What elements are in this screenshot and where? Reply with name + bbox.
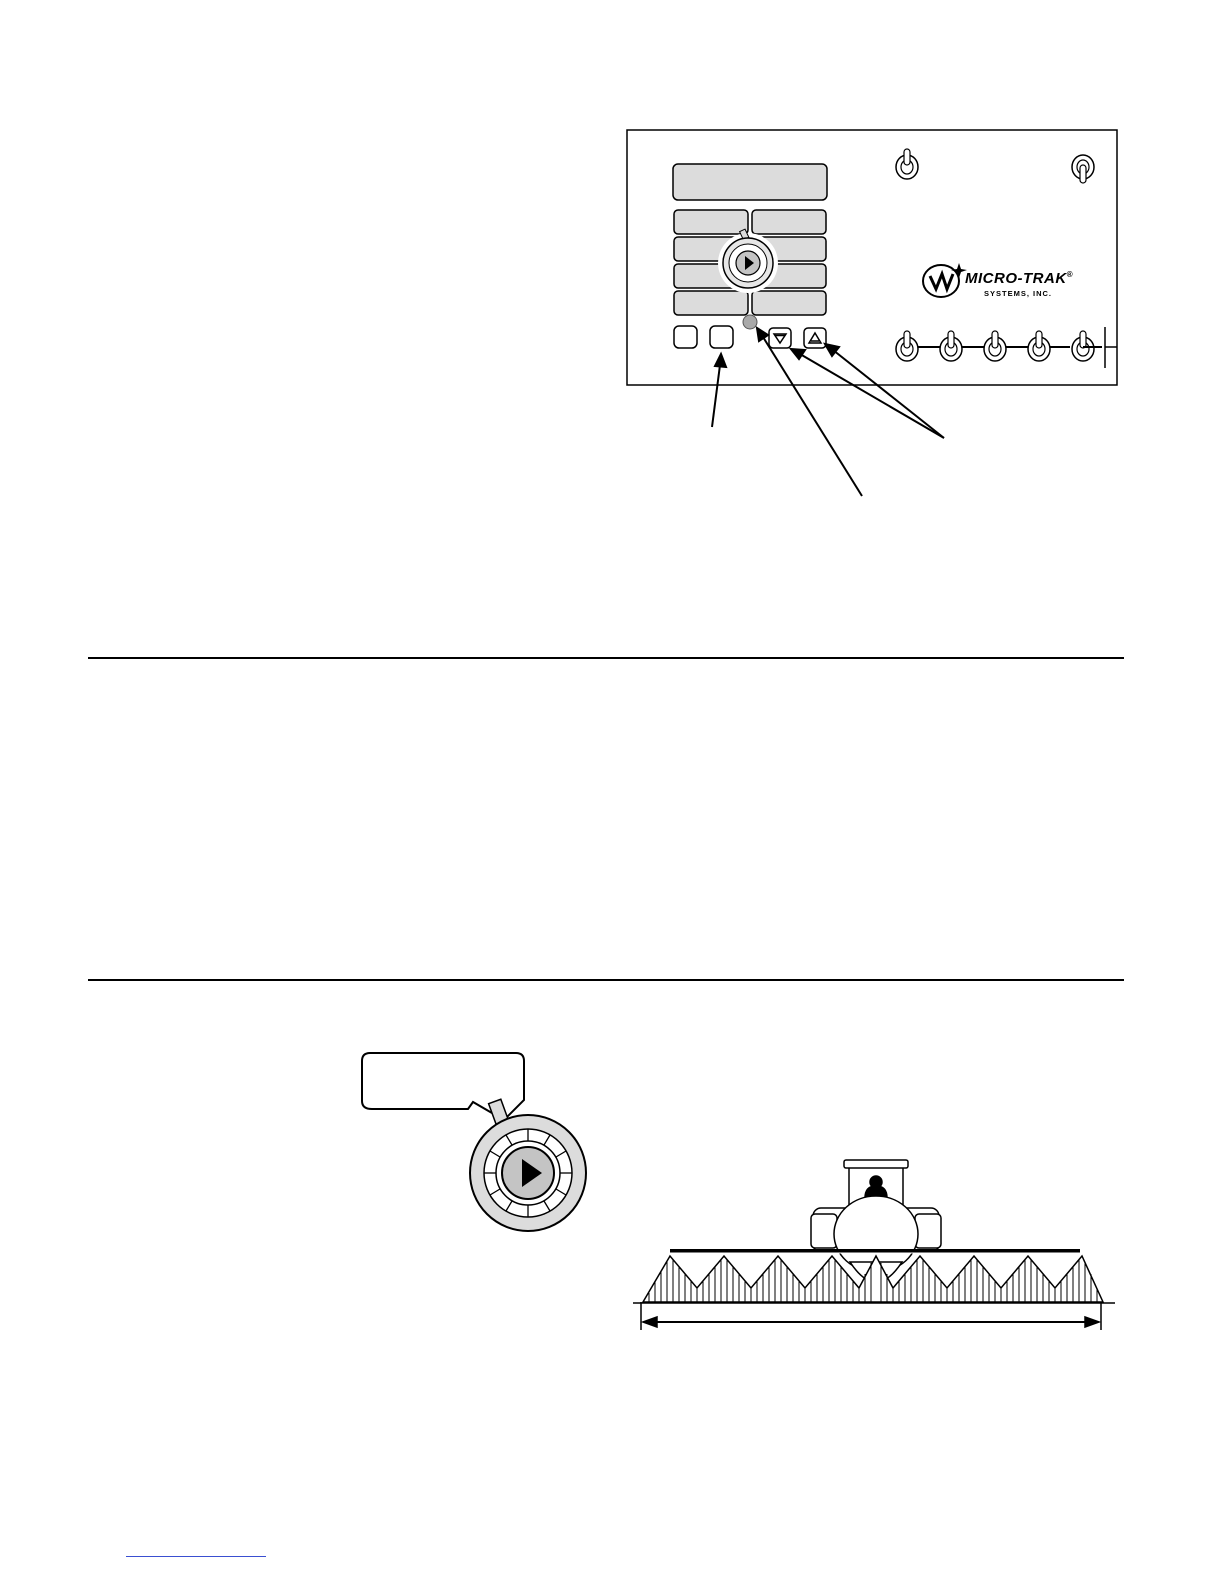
function-button-1[interactable] bbox=[674, 326, 697, 348]
function-button-2[interactable] bbox=[710, 326, 733, 348]
led-icon bbox=[743, 315, 757, 329]
lcd-display bbox=[673, 164, 827, 200]
key-right-4[interactable] bbox=[752, 291, 826, 315]
key-left-1[interactable] bbox=[674, 210, 748, 234]
brand-trademark: ® bbox=[1066, 270, 1074, 279]
svg-text:MICRO-TRAK® bbox=[965, 270, 1073, 287]
section-divider-1 bbox=[88, 657, 1124, 659]
boom-width-dimension bbox=[641, 1302, 1101, 1330]
arrow-dial-icon bbox=[470, 1099, 586, 1231]
section-divider-2 bbox=[88, 979, 1124, 981]
console-panel-diagram bbox=[600, 120, 1140, 520]
brand-name: MICRO-TRAK bbox=[965, 270, 1067, 287]
decrease-button[interactable] bbox=[769, 328, 791, 348]
increase-button[interactable] bbox=[804, 328, 826, 348]
key-right-1[interactable] bbox=[752, 210, 826, 234]
brand-subtitle: SYSTEMS, INC. bbox=[984, 289, 1053, 298]
dial-closeup-diagram bbox=[350, 1045, 600, 1245]
key-left-4[interactable] bbox=[674, 291, 748, 315]
sprayer-width-diagram bbox=[625, 1150, 1125, 1340]
spray-boom bbox=[633, 1251, 1115, 1303]
footer-link[interactable] bbox=[126, 1556, 266, 1557]
